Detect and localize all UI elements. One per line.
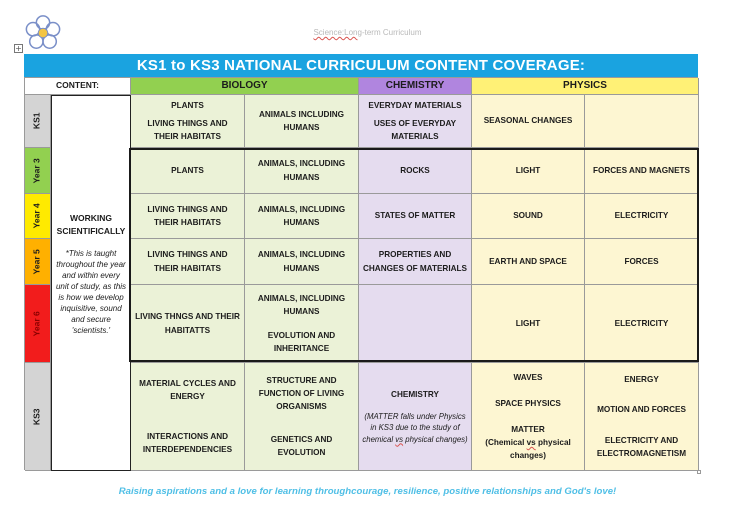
y6-biology-2: ANIMALS, INCLUDING HUMANS EVOLUTION AND INHERITANCE: [245, 285, 359, 363]
y4-biology-1: LIVING THINGS AND THEIR HABITATS: [131, 194, 245, 239]
working-scientifically-cell: [51, 95, 131, 471]
working-scientifically-note: *This is taught throughout the year and within every unit of study, as this is how we develop inquisitive, sound and secure 'scientists.': [55, 248, 127, 335]
y6-physics-2: ELECTRICITY: [585, 285, 699, 363]
y5-physics-1: EARTH AND SPACE: [472, 239, 585, 285]
content-header: CONTENT:: [25, 78, 131, 95]
y6-physics-1: LIGHT: [472, 285, 585, 363]
y6-biology-1: LIVING THNGS AND THEIR HABITATTS: [131, 285, 245, 363]
y4-chemistry: STATES OF MATTER: [359, 194, 472, 239]
working-scientifically-title: WORKING SCIENTIFICALLY: [56, 213, 126, 236]
table-resize-handle[interactable]: [697, 470, 701, 474]
ks1-biology-2: ANIMALS INCLUDING HUMANS: [245, 95, 359, 148]
ks1-physics-2: [585, 95, 699, 148]
y5-biology-1: LIVING THINGS AND THEIR HABITATS: [131, 239, 245, 285]
row-label-ks3: KS3: [25, 363, 51, 471]
y4-physics-1: SOUND: [472, 194, 585, 239]
ks1-chemistry: EVERYDAY MATERIALS USES OF EVERYDAY MATERIALS: [359, 95, 472, 148]
ks1-physics-1: SEASONAL CHANGES: [472, 95, 585, 148]
y3-biology-2: ANIMALS, INCLUDING HUMANS: [245, 148, 359, 194]
y5-physics-2: FORCES: [585, 239, 699, 285]
y3-physics-2: FORCES AND MAGNETS: [585, 148, 699, 194]
row-label-year-4: Year 4: [25, 194, 51, 239]
y4-physics-2: ELECTRICITY: [585, 194, 699, 239]
physics-header: PHYSICS: [472, 78, 699, 95]
ks3-physics-2: ENERGY MOTION AND FORCES ELECTRICITY AND ELECTROMAGNETISM: [585, 363, 699, 471]
school-motto: Raising aspirations and a love for learning throughcourage, resilience, positive relationships and God's love!: [118, 486, 617, 497]
ks3-biology-2: STRUCTURE AND FUNCTION OF LIVING ORGANISMS GENETICS AND EVOLUTION: [245, 363, 359, 471]
y6-chemistry: [359, 285, 472, 363]
table-title: KS1 to KS3 NATIONAL CURRICULUM CONTENT COVERAGE:: [24, 54, 698, 77]
row-label-ks1: KS1: [25, 95, 51, 148]
chemistry-header: CHEMISTRY: [359, 78, 472, 95]
biology-header: BIOLOGY: [131, 78, 359, 95]
y5-chemistry: PROPERTIES AND CHANGES OF MATERIALS: [359, 239, 472, 285]
y5-biology-2: ANIMALS, INCLUDING HUMANS: [245, 239, 359, 285]
y3-physics-1: LIGHT: [472, 148, 585, 194]
ks3-physics-1: WAVES SPACE PHYSICS MATTER (Chemical vs physical changes): [472, 363, 585, 471]
ks1-biology-1: PLANTS LIVING THINGS AND THEIR HABITATS: [131, 95, 245, 148]
document-header: Science:Long-term Curriculum: [313, 28, 422, 37]
y4-biology-2: ANIMALS, INCLUDING HUMANS: [245, 194, 359, 239]
y3-biology-1: PLANTS: [131, 148, 245, 194]
row-label-year-5: Year 5: [25, 239, 51, 285]
row-label-year-6: Year 6: [25, 285, 51, 363]
table-move-handle-icon[interactable]: +: [15, 44, 22, 53]
curriculum-table: [24, 77, 698, 470]
y3-chemistry: ROCKS: [359, 148, 472, 194]
ks3-chemistry-note: (MATTER falls under Physics in KS3 due to the study of chemical vs physical changes): [362, 412, 468, 444]
row-label-year-3: Year 3: [25, 148, 51, 194]
ks3-biology-1: MATERIAL CYCLES AND ENERGY INTERACTIONS AND INTERDEPENDENCIES: [131, 363, 245, 471]
ks3-chemistry: CHEMISTRY (MATTER falls under Physics in KS3 due to the study of chemical vs physical changes): [359, 363, 472, 471]
